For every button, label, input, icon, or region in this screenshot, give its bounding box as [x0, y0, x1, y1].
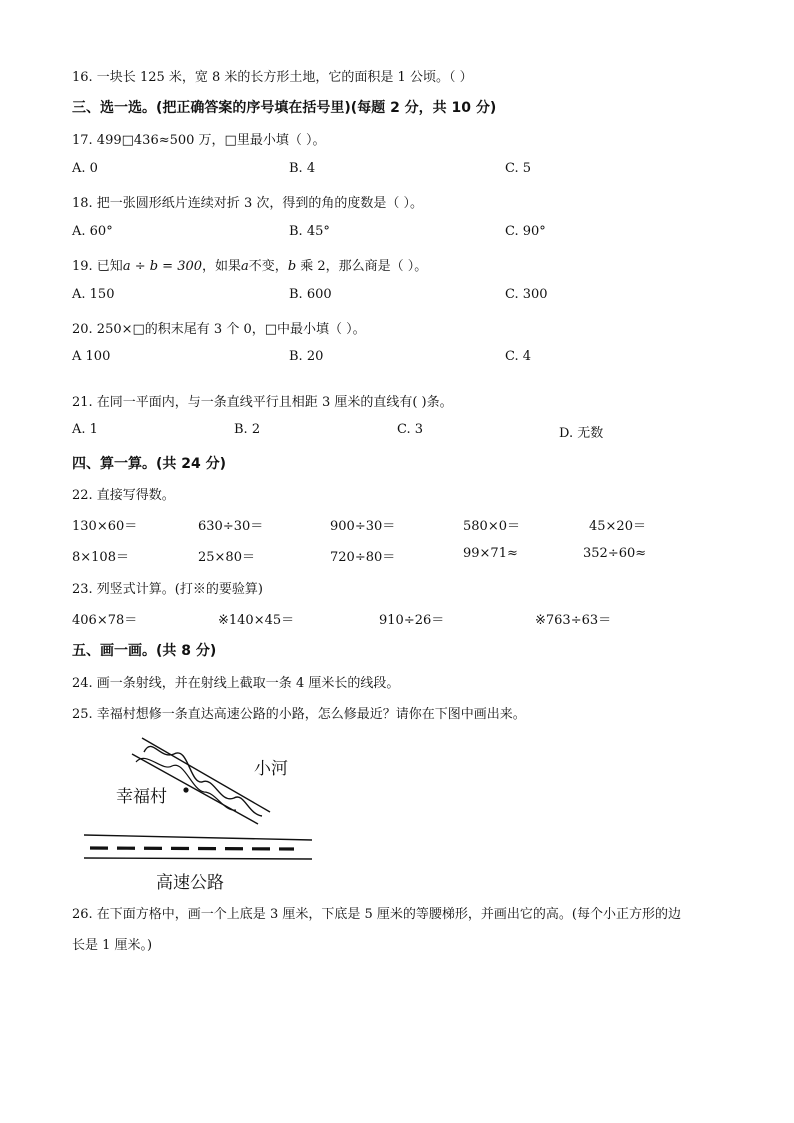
question-19-stem: [72, 255, 427, 274]
question-20-option-b: B. 20: [289, 349, 324, 364]
question-26-line-2: 长是 1 厘米。): [72, 938, 153, 953]
calc-item: 45×20＝: [589, 519, 646, 534]
calc-item: 630÷30＝: [198, 519, 264, 534]
question-17-option-a: A. 0: [72, 161, 98, 176]
calc-item: 900÷30＝: [330, 519, 396, 534]
question-21-option-d: D. 无数: [559, 426, 604, 441]
question-19-option-b: B. 600: [289, 287, 332, 302]
calc-item: 130×60＝: [72, 519, 138, 534]
question-21-stem: 21. 在同一平面内，与一条直线平行且相距 3 厘米的直线有( )条。: [72, 395, 453, 410]
section-3-title: 三、选一选。(把正确答案的序号填在括号里)(每题 2 分，共 10 分): [72, 100, 497, 116]
question-18-option-b: B. 45°: [289, 224, 330, 239]
question-18-option-a: A. 60°: [72, 224, 113, 239]
question-24-stem: 24. 画一条射线，并在射线上截取一条 4 厘米长的线段。: [72, 676, 400, 691]
highway-label: 高速公路: [156, 873, 224, 893]
question-19-option-a: A. 150: [72, 287, 115, 302]
river-label: 小河: [254, 759, 288, 779]
village-river-highway-figure: [78, 732, 318, 892]
question-19-stem-part-d: 乘 2，那么商是（ ）。: [296, 259, 428, 274]
question-17-option-c: C. 5: [505, 161, 532, 176]
calc-item: 580×0＝: [463, 519, 520, 534]
question-19-stem-part-a: 19. 已知: [72, 259, 123, 274]
question-18-stem: 18. 把一张圆形纸片连续对折 3 次，得到的角的度数是（ ）。: [72, 196, 423, 211]
question-19-stem-part-c: 不变，: [248, 259, 288, 274]
vertical-calc-item: 406×78＝: [72, 613, 138, 628]
question-18-option-c: C. 90°: [505, 224, 546, 239]
question-20-stem: 20. 250×□的积末尾有 3 个 0，□中最小填（ ）。: [72, 322, 366, 337]
question-23-stem: 23. 列竖式计算。(打※的要验算): [72, 582, 263, 597]
section-5-title: 五、画一画。(共 8 分): [72, 643, 217, 659]
question-20-option-c: C. 4: [505, 349, 532, 364]
calc-item: 352÷60≈: [583, 546, 647, 561]
calc-item: 25×80＝: [198, 550, 255, 565]
question-19-option-c: C. 300: [505, 287, 548, 302]
question-22-stem: 22. 直接写得数。: [72, 488, 175, 503]
vertical-calc-item: ※763÷63＝: [535, 613, 612, 628]
calc-item: 720÷80＝: [330, 550, 396, 565]
question-19-expression: a ÷ b = 300: [122, 259, 203, 274]
highway-top-edge: [84, 835, 312, 840]
question-21-option-b: B. 2: [234, 422, 261, 437]
question-19-stem-part-b: ，如果: [202, 259, 242, 274]
question-26-line-1: 26. 在下面方格中，画一个上底是 3 厘米，下底是 5 厘米的等腰梯形，并画出它的高。(每个小正方形的边: [72, 907, 681, 922]
question-25-stem: 25. 幸福村想修一条直达高速公路的小路，怎么修最近？请你在下图中画出来。: [72, 707, 526, 722]
vertical-calc-item: ※140×45＝: [218, 613, 295, 628]
vertical-calc-item: 910÷26＝: [379, 613, 445, 628]
calc-item: 99×71≈: [463, 546, 518, 561]
question-17-option-b: B. 4: [289, 161, 316, 176]
highway-bottom-edge: [84, 858, 312, 859]
question-16: 16. 一块长 125 米，宽 8 米的长方形土地，它的面积是 1 公顷。（ ）: [72, 70, 473, 85]
village-label: 幸福村: [116, 787, 167, 807]
question-19-variable-a: a: [241, 259, 249, 274]
calc-item: 8×108＝: [72, 550, 129, 565]
question-19-variable-b: b: [287, 259, 297, 274]
question-20-option-a: A 100: [72, 349, 111, 364]
highway-center-dashes: [90, 848, 294, 849]
question-21-option-c: C. 3: [397, 422, 424, 437]
village-point: [183, 787, 188, 792]
question-21-option-a: A. 1: [72, 422, 98, 437]
question-17-stem: 17. 499□436≈500 万，□里最小填（ ）。: [72, 133, 326, 148]
section-4-title: 四、算一算。(共 24 分): [72, 456, 227, 472]
